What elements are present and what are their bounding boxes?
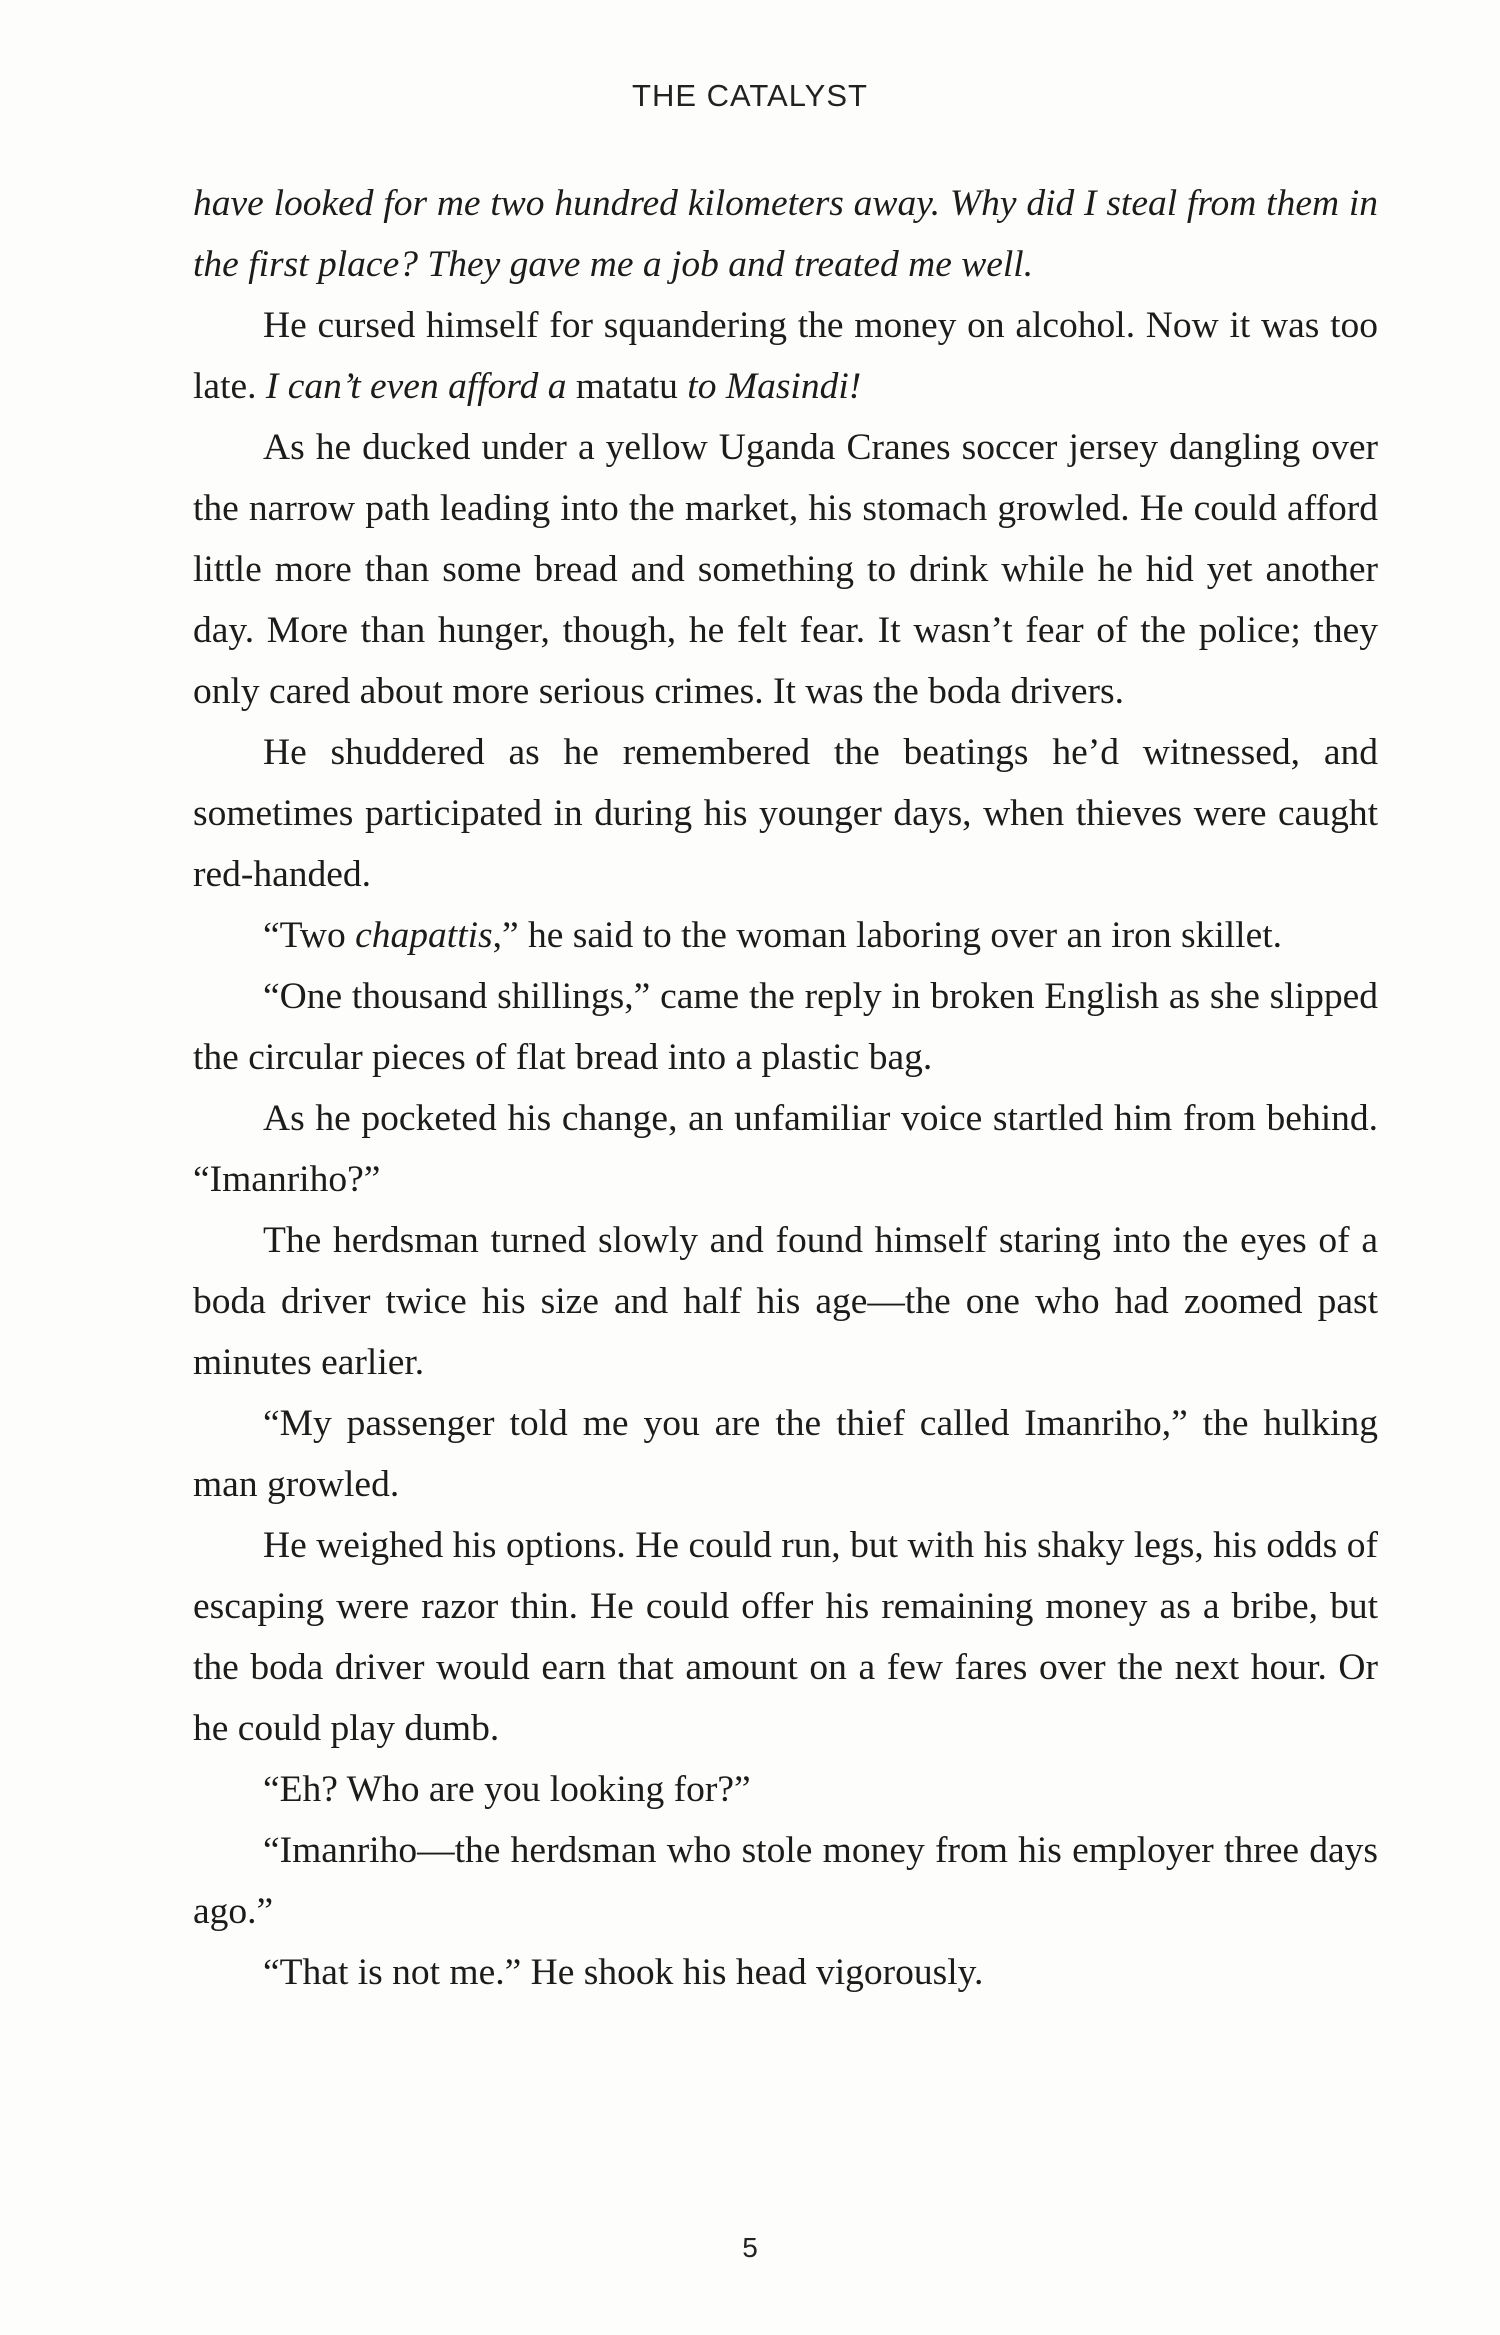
paragraph (193, 1088, 1378, 1210)
text-segment: “One thousand shillings,” came the reply in broken English as she slipped the circular pieces of flat bread into a plastic bag. (193, 976, 1378, 1078)
text-segment: “That is not me.” He shook his head vigorously. (263, 1952, 984, 1993)
text-segment: “Imanriho—the herdsman who stole money from his employer three days ago.” (193, 1830, 1378, 1932)
text-segment: “My passenger told me you are the thief called Imanriho,” the hulking man growled. (193, 1403, 1378, 1505)
text-segment: ,” he said to the woman laboring over an iron skillet. (492, 915, 1283, 956)
italic-text: chapattis (355, 915, 493, 956)
italic-text: have looked for me two hundred kilometers away. Why did I steal from them in the first place? They gave me a job and treated me well. (193, 183, 1378, 285)
text-segment: He weighed his options. He could run, but with his shaky legs, his odds of escaping were razor thin. He could offer his remaining money as a bribe, but the boda driver would earn that amount on a few fares over the next hour. Or he could play dumb. (193, 1525, 1378, 1749)
italic-text: to Masindi! (677, 366, 862, 407)
paragraph (193, 1759, 1378, 1820)
page-number: 5 (742, 2232, 758, 2263)
text-segment: matatu (575, 366, 678, 407)
paragraph (193, 1210, 1378, 1393)
paragraph (193, 417, 1378, 722)
text-segment: “Two (263, 915, 356, 956)
running-head: THE CATALYST (632, 78, 868, 113)
paragraph (193, 295, 1378, 417)
paragraph (193, 1515, 1378, 1759)
paragraph (193, 1820, 1378, 1942)
paragraph (193, 905, 1378, 966)
paragraph (193, 1393, 1378, 1515)
text-segment: “Eh? Who are you looking for?” (263, 1769, 751, 1810)
paragraph (193, 722, 1378, 905)
text-segment: As he pocketed his change, an unfamiliar voice startled him from behind. “Imanriho?” (193, 1098, 1378, 1200)
paragraph (193, 173, 1378, 295)
text-segment: As he ducked under a yellow Uganda Cranes soccer jersey dangling over the narrow path leading into the market, his stomach growled. He could afford little more than some bread and something to drink while he hid yet another day. More than hunger, though, he felt fear. It wasn’t fear of the police; they only cared about more serious crimes. It was the boda drivers. (193, 427, 1378, 712)
body-text (193, 173, 1378, 2003)
paragraph (193, 1942, 1378, 2003)
text-segment: He shuddered as he remembered the beatings he’d witnessed, and sometimes participated in during his younger days, when thieves were caught red-handed. (193, 732, 1378, 895)
paragraph (193, 966, 1378, 1088)
italic-text: I can’t even afford a (265, 366, 576, 407)
text-segment: The herdsman turned slowly and found himself staring into the eyes of a boda driver twice his size and half his age—the one who had zoomed past minutes earlier. (193, 1220, 1378, 1383)
text-segment: He cursed himself for squandering the money on alcohol. Now it was too late. (193, 305, 1378, 407)
